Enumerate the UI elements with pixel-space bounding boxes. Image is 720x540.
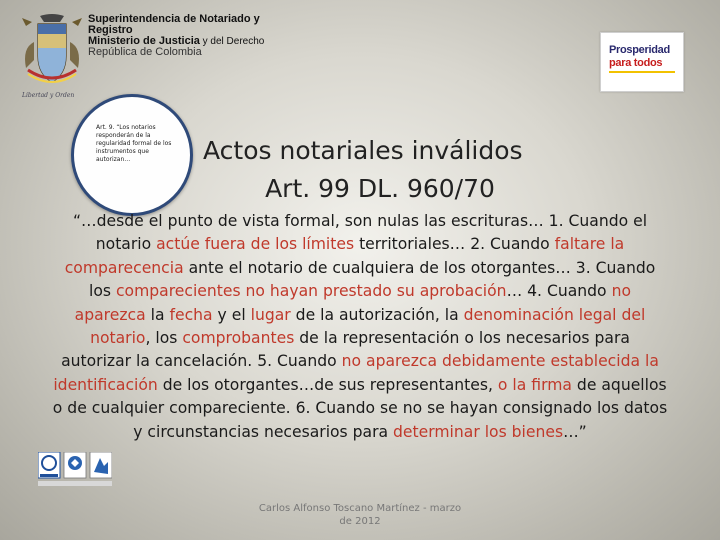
text-segment: de aquellos (571, 375, 667, 394)
header-block (20, 12, 320, 98)
highlight-segment: lugar (250, 305, 291, 324)
footer-line-2: de 2012 (339, 516, 381, 527)
body-line-8 (28, 374, 692, 397)
body-line-6 (28, 327, 692, 350)
highlight-segment: notario (90, 329, 146, 348)
body-line-5 (28, 304, 692, 327)
body-line-3 (28, 257, 692, 280)
text-segment: de la autorización, la (290, 305, 464, 324)
text-segment: y circunstancias necesarios para (133, 422, 394, 441)
header-line-4: República de Colombia (88, 46, 202, 58)
text-segment: … 4. Cuando (506, 282, 612, 301)
slide-subtitle (0, 174, 720, 203)
highlight-segment: identificación (53, 375, 158, 394)
body-line-2 (28, 233, 692, 256)
header-line-2: Registro (88, 24, 133, 36)
logo-line-1: Prosperidad (609, 44, 670, 56)
header-line-3b: y del Derecho (199, 36, 265, 47)
colombia-coat-of-arms-icon (20, 12, 84, 92)
slide-subtitle-text: Art. 99 DL. 960/70 (265, 174, 495, 203)
text-segment: o de cualquier compareciente. 6. Cuando se no se hayan consignado los datos (52, 399, 668, 418)
article-note-text: Art. 9. “Los notarios responderán de la regularidad formal de los instrumentos que autorizan… (96, 124, 172, 163)
body-line-4 (28, 280, 692, 303)
highlight-segment: comparecencia (64, 258, 184, 277)
highlight-segment: comprobantes (182, 329, 295, 348)
text-segment: autorizar la cancelación. 5. Cuando (61, 352, 342, 371)
institution-header (88, 14, 328, 58)
highlight-segment: no (611, 282, 631, 301)
text-segment: y el (212, 305, 251, 324)
prosperidad-logo (600, 32, 684, 92)
highlight-segment: comparecientes no hayan prestado su aprobación (115, 282, 507, 301)
highlight-segment: o la firma (497, 375, 572, 394)
highlight-segment: aparezca (74, 305, 146, 324)
slide-footer (250, 502, 470, 528)
text-segment: la (145, 305, 170, 324)
highlight-segment: actúe fuera de los límites (156, 235, 355, 254)
crest-caption: Libertad y Orden (22, 92, 75, 99)
text-segment: “…desde el punto de vista formal, son nulas las escrituras… 1. Cuando el (72, 212, 648, 230)
iso-certification-logos-icon (38, 452, 112, 488)
text-segment: de los otorgantes…de sus representantes, (157, 375, 498, 394)
text-segment: , los (145, 329, 183, 348)
slide-title: Actos notariales inválidos (203, 136, 523, 165)
highlight-segment: faltare la (554, 235, 625, 254)
text-segment: de la representación o los necesarios para (294, 329, 630, 348)
footer-line-1: Carlos Alfonso Toscano Martínez - marzo (258, 503, 462, 514)
body-line-10 (28, 421, 692, 444)
text-segment: territoriales… 2. Cuando (354, 235, 555, 254)
body-quote (28, 210, 692, 444)
highlight-segment: determinar los bienes (393, 422, 564, 441)
header-line-1: Superintendencia de Notariado y (88, 13, 260, 25)
text-segment: los (88, 282, 116, 301)
highlight-segment: fecha (169, 305, 213, 324)
logo-underline (609, 71, 675, 73)
body-line-9 (28, 397, 692, 420)
header-line-3a: Ministerio de Justicia (88, 35, 200, 47)
highlight-segment: denominación legal del (463, 305, 646, 324)
text-segment: notario (95, 235, 157, 254)
body-line-1 (28, 210, 692, 233)
logo-line-2: para todos (609, 57, 663, 69)
highlight-segment: no aparezca debidamente establecida la (341, 352, 659, 371)
text-segment: ante el notario de cualquiera de los otorgantes… 3. Cuando (183, 258, 656, 277)
text-segment: …” (563, 422, 587, 441)
body-line-7 (28, 350, 692, 373)
